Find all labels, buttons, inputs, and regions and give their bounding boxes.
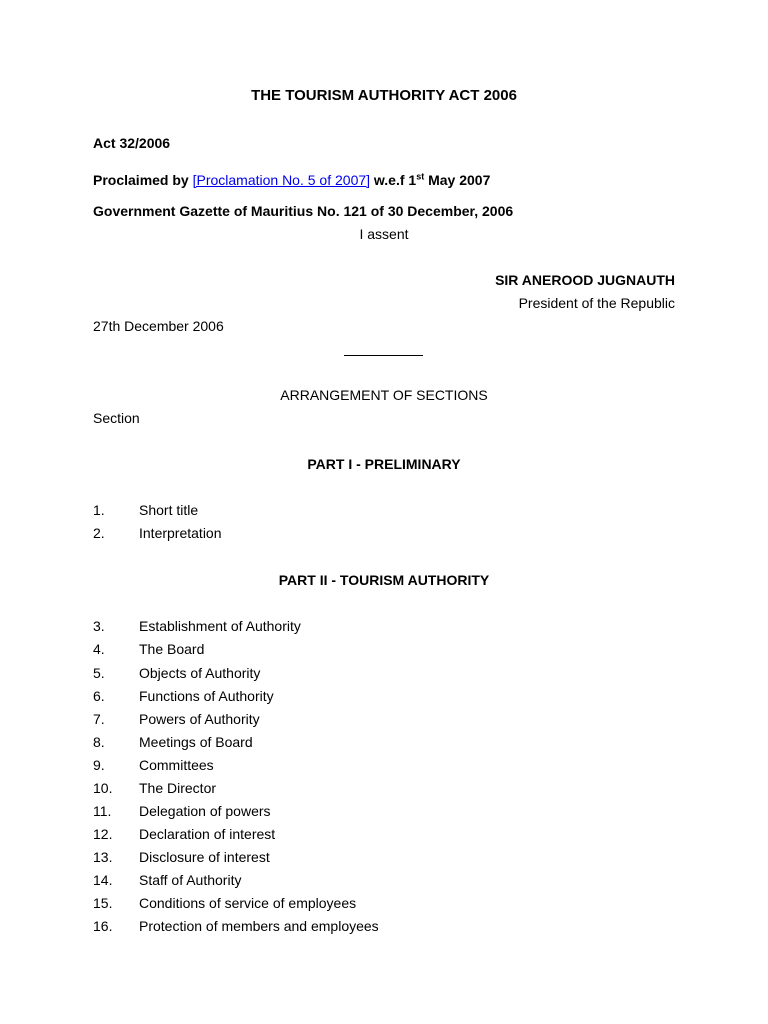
- section-title: Committees: [139, 757, 214, 773]
- section-row: [93, 872, 241, 888]
- section-title: Objects of Authority: [139, 665, 261, 681]
- section-number: 11.: [93, 803, 112, 819]
- section-row: [93, 641, 204, 657]
- document-title: THE TOURISM AUTHORITY ACT 2006: [251, 87, 517, 104]
- gazette-line: Government Gazette of Mauritius No. 121 of 30 December, 2006: [93, 203, 514, 219]
- section-number: 7.: [93, 711, 105, 727]
- section-title: Staff of Authority: [139, 872, 242, 888]
- part-heading: PART II - TOURISM AUTHORITY: [278, 572, 490, 588]
- section-number: 1.: [93, 502, 105, 518]
- section-title: Disclosure of interest: [139, 849, 270, 865]
- section-title: Functions of Authority: [139, 688, 274, 704]
- section-row: [93, 618, 301, 634]
- section-number: 2.: [93, 525, 105, 541]
- section-row: [93, 502, 198, 518]
- section-row: [93, 803, 271, 819]
- section-number: 4.: [93, 641, 105, 657]
- section-row: [93, 895, 356, 911]
- proclaimed-prefix: Proclaimed by: [93, 172, 189, 188]
- section-row: [93, 849, 270, 865]
- section-label: Section: [93, 410, 140, 426]
- section-row: [93, 525, 222, 541]
- section-row: [93, 711, 260, 727]
- section-number: 6.: [93, 688, 105, 704]
- signatory-title: President of the Republic: [518, 295, 675, 311]
- proclamation-link[interactable]: [Proclamation No. 5 of 2007]: [192, 172, 371, 188]
- wef-text: w.e.f 1: [373, 172, 417, 188]
- section-number: 15.: [93, 895, 113, 911]
- section-row: [93, 918, 379, 934]
- section-row: [93, 665, 260, 681]
- section-number: 9.: [93, 757, 105, 773]
- section-row: [93, 780, 216, 796]
- section-title: The Director: [139, 780, 217, 796]
- assent-text: I assent: [359, 226, 409, 242]
- assent-date: 27th December 2006: [93, 318, 224, 334]
- arrangement-heading: ARRANGEMENT OF SECTIONS: [280, 387, 488, 403]
- section-title: Meetings of Board: [139, 734, 253, 750]
- section-title: Short title: [139, 502, 199, 518]
- section-row: [93, 734, 253, 750]
- section-number: 3.: [93, 618, 105, 634]
- section-row: [93, 688, 274, 704]
- section-title: Establishment of Authority: [139, 618, 301, 634]
- section-title: Declaration of interest: [139, 826, 276, 842]
- signatory-name: SIR ANEROOD JUGNAUTH: [495, 272, 675, 288]
- section-number: 16.: [93, 918, 113, 934]
- wef-date: May 2007: [428, 172, 491, 188]
- section-row: [93, 757, 214, 773]
- separator-rule: [344, 355, 423, 356]
- section-title: Conditions of service of employees: [139, 895, 357, 911]
- section-title: The Board: [139, 641, 205, 657]
- section-number: 12.: [93, 826, 113, 842]
- section-title: Delegation of powers: [139, 803, 271, 819]
- section-title: Interpretation: [139, 525, 222, 541]
- section-row: [93, 826, 275, 842]
- wef-ordinal: st: [416, 171, 425, 182]
- section-number: 10.: [93, 780, 113, 796]
- section-title: Protection of members and employees: [139, 918, 379, 934]
- section-number: 5.: [93, 665, 105, 681]
- act-number: Act 32/2006: [93, 135, 171, 151]
- section-number: 14.: [93, 872, 113, 888]
- section-title: Powers of Authority: [139, 711, 260, 727]
- part-heading: PART I - PRELIMINARY: [307, 456, 461, 472]
- section-number: 13.: [93, 849, 113, 865]
- section-number: 8.: [93, 734, 105, 750]
- proclamation-line: [93, 172, 490, 188]
